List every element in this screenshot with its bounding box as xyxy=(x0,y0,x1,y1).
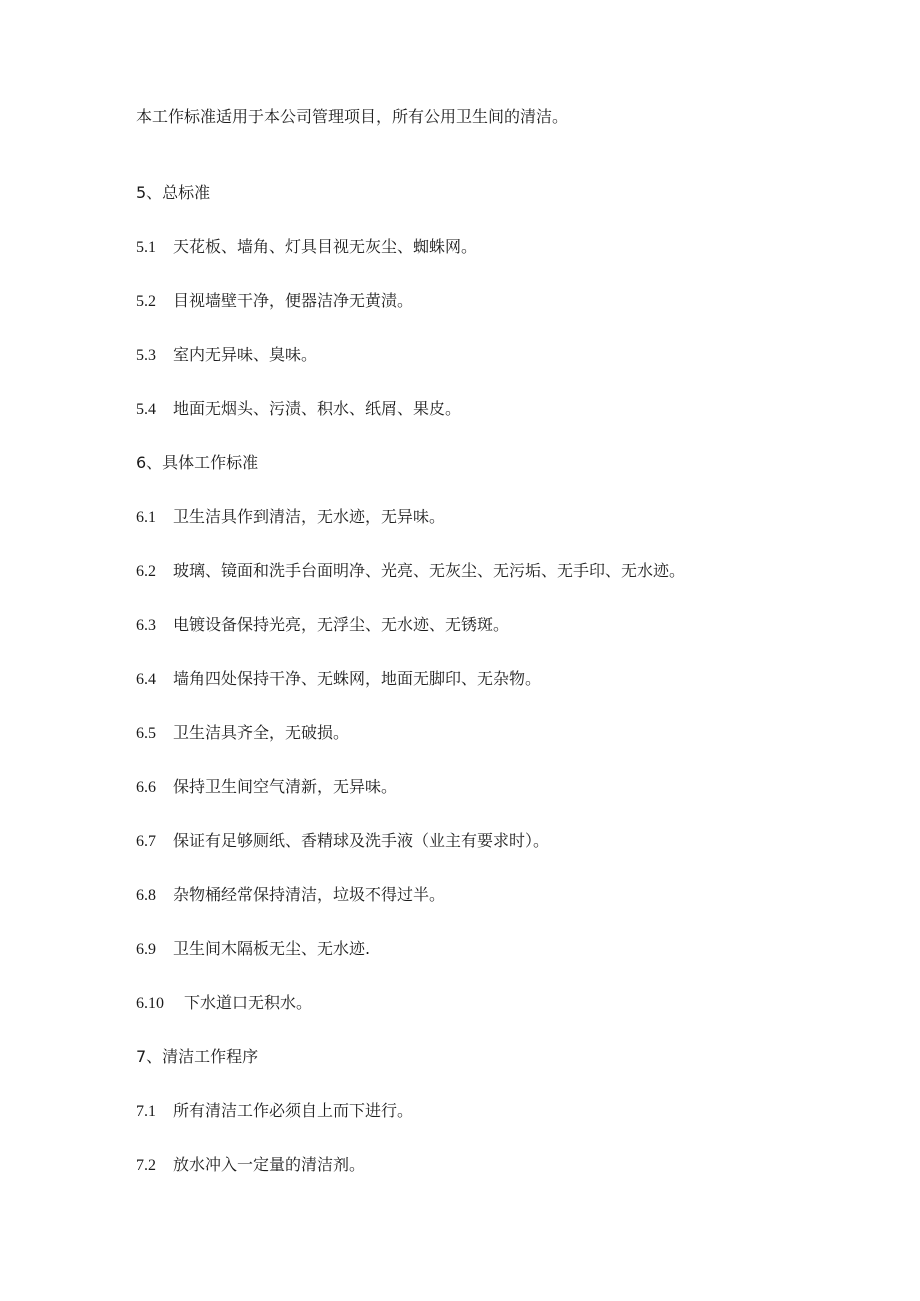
item-text: 室内无异味、臭味。 xyxy=(173,345,318,364)
item-text: 玻璃、镜面和洗手台面明净、光亮、无灰尘、无污垢、无手印、无水迹。 xyxy=(173,561,686,580)
item-text: 卫生洁具齐全，无破损。 xyxy=(173,723,350,742)
list-item xyxy=(136,1101,413,1122)
list-item xyxy=(136,291,413,312)
item-number: 6.1 xyxy=(136,509,156,526)
list-item xyxy=(136,885,445,906)
list-item xyxy=(136,561,685,582)
item-text: 地面无烟头、污渍、积水、纸屑、果皮。 xyxy=(173,399,462,418)
item-text: 保持卫生间空气清新，无异味。 xyxy=(173,777,398,796)
intro-paragraph: 本工作标准适用于本公司管理项目，所有公用卫生间的清洁。 xyxy=(136,107,569,126)
list-item xyxy=(136,507,445,528)
list-item xyxy=(136,237,477,258)
item-text: 杂物桶经常保持清洁，垃圾不得过半。 xyxy=(173,885,446,904)
item-text: 卫生间木隔板无尘、无水迹. xyxy=(173,939,371,958)
item-number: 6.4 xyxy=(136,671,156,688)
list-item xyxy=(136,723,349,744)
item-text: 放水冲入一定量的清洁剂。 xyxy=(173,1155,366,1174)
item-number: 7.2 xyxy=(136,1157,156,1174)
item-number: 6.5 xyxy=(136,725,156,742)
list-item xyxy=(136,345,317,366)
list-item xyxy=(136,669,541,690)
item-number: 6.3 xyxy=(136,617,156,634)
item-text: 保证有足够厕纸、香精球及洗手液（业主有要求时）。 xyxy=(173,831,550,850)
item-text: 卫生洁具作到清洁，无水迹，无异味。 xyxy=(173,507,446,526)
list-item xyxy=(136,399,461,420)
item-text: 墙角四处保持干净、无蛛网，地面无脚印、无杂物。 xyxy=(173,669,542,688)
item-number: 6.7 xyxy=(136,833,156,850)
item-text: 所有清洁工作必须自上而下进行。 xyxy=(173,1101,414,1120)
item-number: 6.2 xyxy=(136,563,156,580)
item-number: 6.8 xyxy=(136,887,156,904)
section-5-heading: 5、总标准 xyxy=(136,183,211,202)
item-number: 7.1 xyxy=(136,1103,156,1120)
list-item xyxy=(136,1155,365,1176)
item-number: 5.4 xyxy=(136,401,156,418)
section-6-heading: 6、具体工作标准 xyxy=(136,453,259,472)
item-number: 5.1 xyxy=(136,239,156,256)
list-item xyxy=(136,777,397,798)
list-item xyxy=(136,939,370,960)
list-item xyxy=(136,615,509,636)
item-number: 6.9 xyxy=(136,941,156,958)
section-7-heading: 7、清洁工作程序 xyxy=(136,1047,259,1066)
item-text: 天花板、墙角、灯具目视无灰尘、蜘蛛网。 xyxy=(173,237,478,256)
item-number: 5.3 xyxy=(136,347,156,364)
list-item xyxy=(136,993,312,1014)
item-number: 5.2 xyxy=(136,293,156,310)
item-number: 6.6 xyxy=(136,779,156,796)
item-number: 6.10 xyxy=(136,995,164,1012)
list-item xyxy=(136,831,549,852)
item-text: 电镀设备保持光亮，无浮尘、无水迹、无锈斑。 xyxy=(173,615,510,634)
item-text: 目视墙壁干净，便器洁净无黄渍。 xyxy=(173,291,414,310)
item-text: 下水道口无积水。 xyxy=(184,993,313,1012)
